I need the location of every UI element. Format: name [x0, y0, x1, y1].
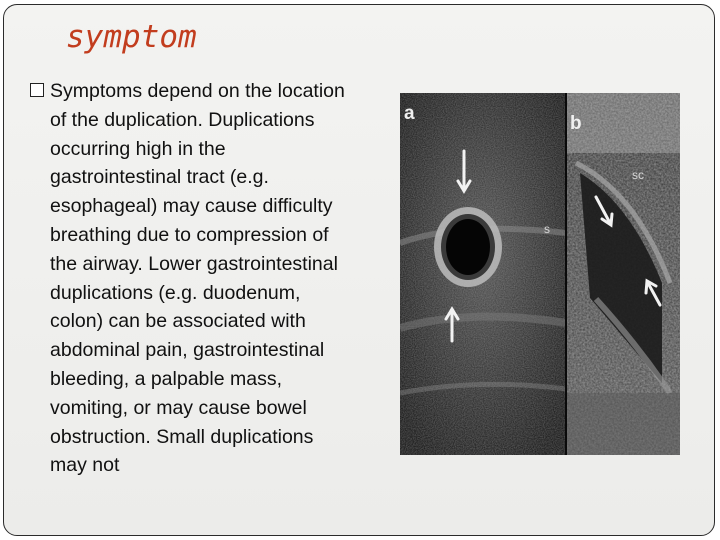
panel-b: [566, 93, 680, 455]
bullet-item: [30, 77, 350, 480]
bullet-text: Symptoms depend on the location of the duplication. Duplications occurring high in the gastrointestinal tract (e.g. esophageal) may cause difficulty breathing due to compression of the airway. Lower gastrointestinal duplications (e.g. duodenum, colon) can be associated with abdominal pain, gastrointestinal bleeding, a palpable mass, vomiting, or may cause bowel obstruction. Small duplications may not: [50, 80, 345, 477]
panel-a: [400, 93, 566, 455]
panel-b-label: b: [570, 113, 582, 134]
marker-sc: sc: [632, 168, 644, 182]
bullet-box-icon: [30, 83, 44, 97]
slide-title: symptom: [66, 19, 197, 55]
marker-s: s: [544, 222, 550, 236]
ultrasound-image: [400, 93, 680, 455]
ultrasound-figure: [400, 93, 680, 455]
bullet-block: [30, 77, 350, 536]
slide-frame: [3, 4, 715, 536]
panel-a-label: a: [404, 103, 415, 124]
